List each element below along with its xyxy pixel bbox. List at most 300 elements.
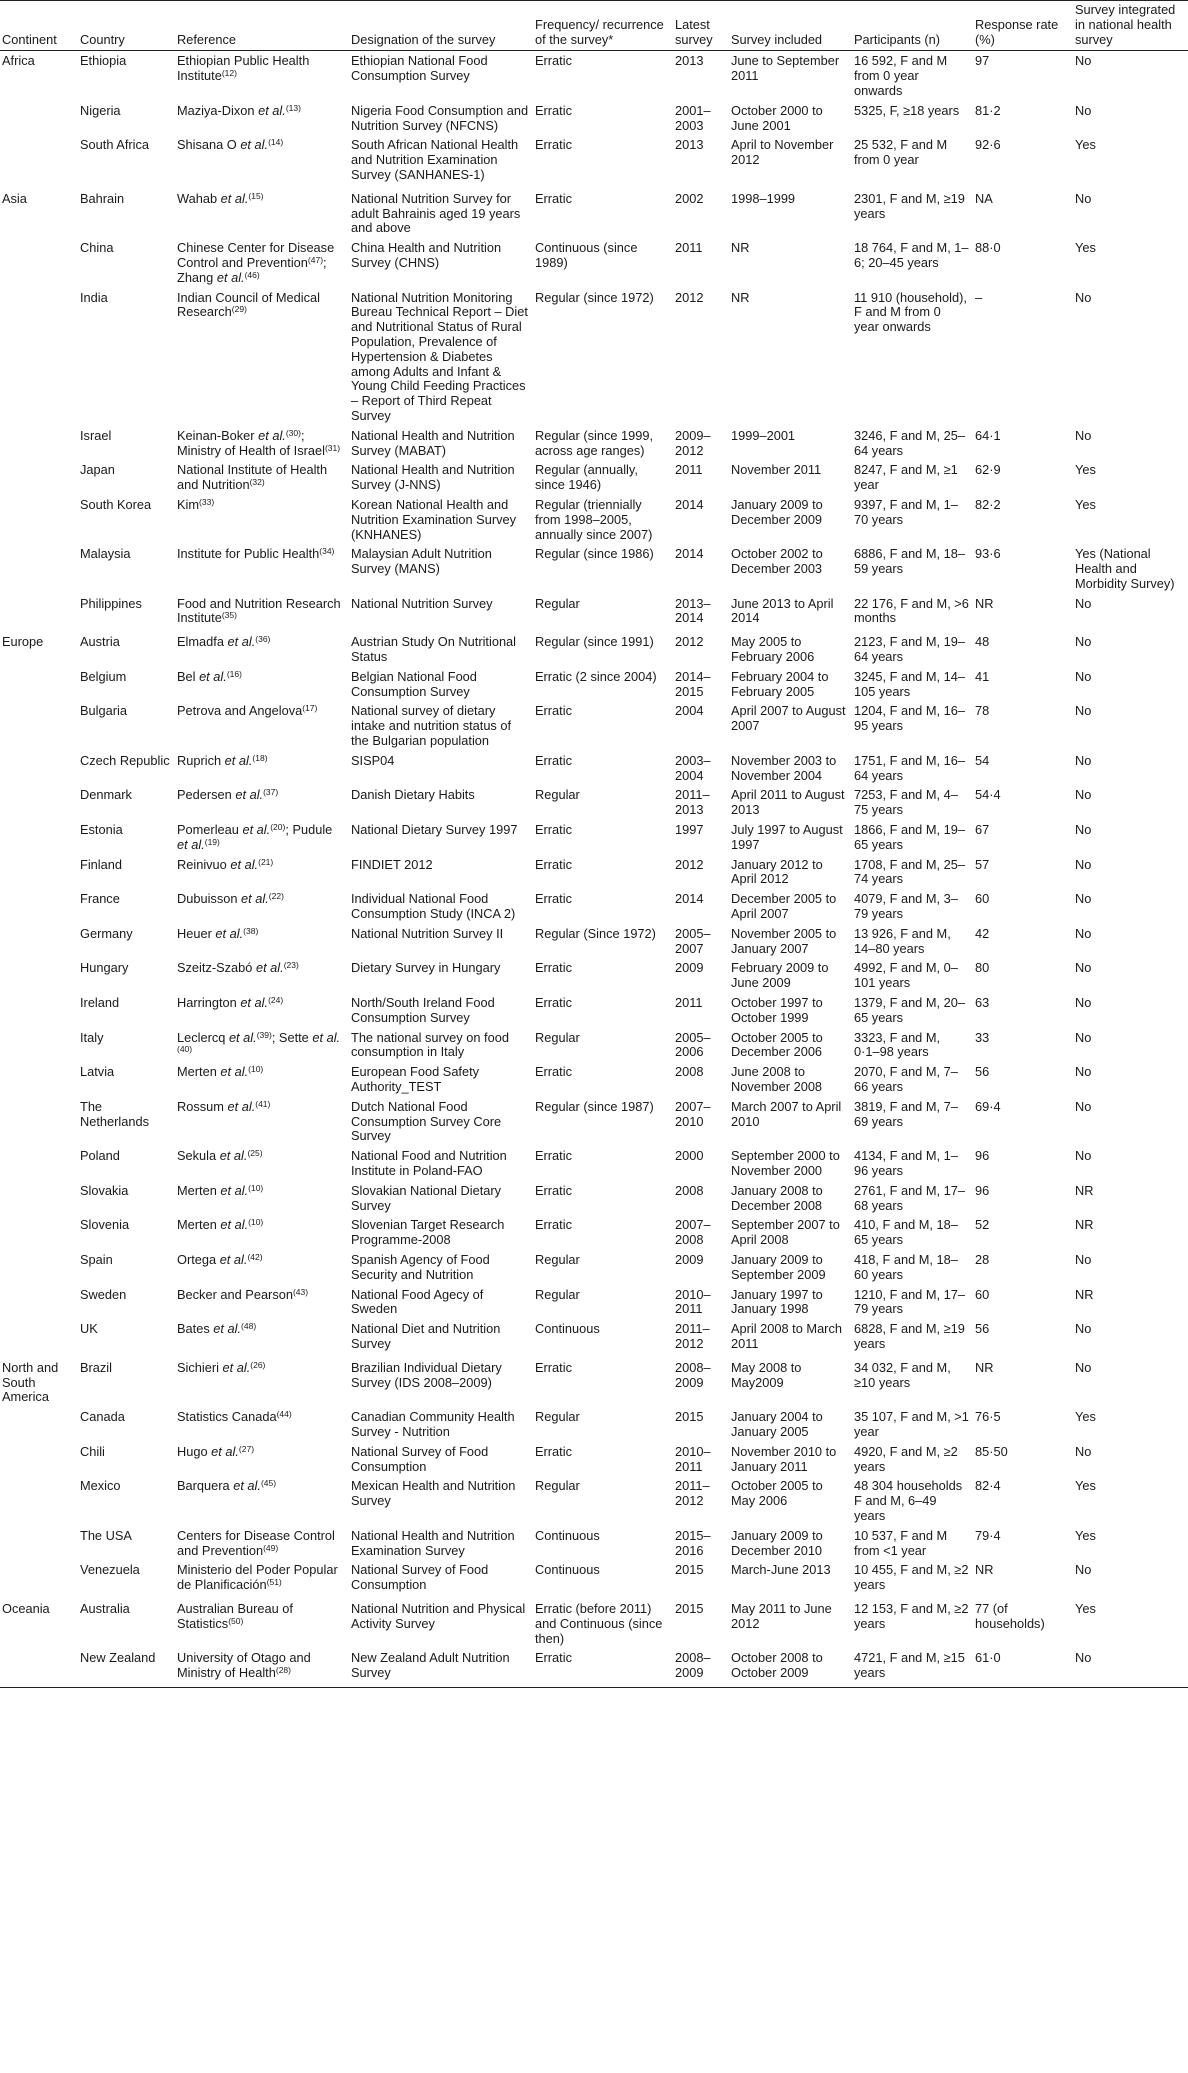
frequency-cell: Continuous bbox=[535, 1321, 600, 1337]
continent-cell: Africa bbox=[2, 53, 35, 69]
frequency-cell: Erratic bbox=[535, 190, 572, 206]
reference-cell bbox=[175, 993, 349, 1028]
country-cell: Venezuela bbox=[80, 1562, 140, 1578]
header-participants: Participants (n) bbox=[854, 31, 941, 47]
reference-text: Harrington bbox=[177, 995, 241, 1011]
survey-included-cell: November 2011 bbox=[731, 462, 822, 478]
citation-number: (21) bbox=[258, 856, 274, 867]
designation-cell: National Dietary Survey 1997 bbox=[351, 822, 518, 838]
latest-survey-cell: 2011–2013 bbox=[675, 787, 710, 818]
reference-text: Indian Council of Medical Research bbox=[177, 289, 320, 320]
frequency-cell: Erratic bbox=[535, 137, 572, 153]
designation-cell: National Nutrition and Physical Activity Survey bbox=[351, 1600, 526, 1631]
survey-included-cell: October 1997 to October 1999 bbox=[731, 995, 823, 1025]
response-rate-cell: 77 (of households) bbox=[975, 1600, 1045, 1631]
continent-cell: Asia bbox=[2, 190, 27, 206]
continent-cell bbox=[0, 1028, 78, 1063]
response-rate-cell: 96 bbox=[975, 1182, 990, 1198]
participants-cell: 4920, F and M, ≥2 years bbox=[854, 1443, 958, 1474]
table-row bbox=[0, 1442, 1188, 1477]
participants-cell: 1866, F and M, 19–65 years bbox=[854, 822, 965, 852]
reference-text: et al. bbox=[177, 836, 205, 852]
integrated-cell: Yes (National Health and Morbidity Survey) bbox=[1075, 546, 1175, 591]
integrated-cell: Yes bbox=[1075, 1600, 1096, 1616]
table-row bbox=[0, 958, 1188, 993]
reference-text: et al. bbox=[233, 1478, 261, 1494]
designation-cell: North/South Ireland Food Consumption Survey bbox=[351, 995, 495, 1025]
integrated-cell: No bbox=[1075, 289, 1092, 305]
table-row bbox=[0, 1648, 1188, 1687]
continent-cell: North and South America bbox=[2, 1359, 59, 1405]
reference-text: Bel bbox=[177, 668, 200, 684]
table-row bbox=[0, 544, 1188, 593]
participants-cell: 4079, F and M, 3–79 years bbox=[854, 891, 958, 922]
reference-cell bbox=[175, 135, 349, 184]
participants-cell: 10 455, F and M, ≥2 years bbox=[854, 1562, 969, 1593]
reference-text: ; Sette bbox=[271, 1029, 313, 1045]
citation-number: (10) bbox=[248, 1182, 264, 1193]
response-rate-cell: NR bbox=[975, 595, 994, 611]
latest-survey-cell: 2015–2016 bbox=[675, 1527, 711, 1558]
participants-cell: 4721, F and M, ≥15 years bbox=[854, 1650, 965, 1681]
reference-text: et al. bbox=[215, 925, 244, 941]
continent-cell bbox=[0, 820, 78, 855]
table-row bbox=[0, 101, 1188, 136]
designation-cell: National Nutrition Survey II bbox=[351, 925, 504, 941]
designation-cell: Nigeria Food Consumption and Nutrition Survey (NFCNS) bbox=[351, 102, 529, 133]
citation-number: (31) bbox=[324, 442, 341, 453]
response-rate-cell: NA bbox=[975, 190, 993, 206]
citation-number: (18) bbox=[252, 752, 268, 763]
table-row bbox=[0, 51, 1188, 101]
response-rate-cell: – bbox=[975, 289, 983, 305]
reference-text: Szeitz-Szabó bbox=[177, 960, 256, 976]
citation-number: (38) bbox=[243, 925, 259, 936]
designation-cell: Slovakian National Dietary Survey bbox=[351, 1182, 502, 1213]
frequency-cell: Erratic bbox=[535, 53, 572, 69]
survey-included-cell: October 2000 to June 2001 bbox=[731, 102, 823, 133]
table-row bbox=[0, 924, 1188, 959]
frequency-cell: Continuous bbox=[535, 1527, 600, 1543]
latest-survey-cell: 2011 bbox=[675, 995, 703, 1011]
integrated-cell: No bbox=[1075, 1064, 1092, 1080]
survey-included-cell: January 1997 to January 1998 bbox=[731, 1286, 823, 1317]
continent-cell bbox=[0, 1476, 78, 1525]
reference-text: et al. bbox=[240, 995, 269, 1011]
participants-cell: 1204, F and M, 16–95 years bbox=[854, 703, 965, 734]
table-row bbox=[0, 1062, 1188, 1097]
participants-cell: 22 176, F and M, >6 months bbox=[854, 595, 969, 626]
reference-cell bbox=[175, 1526, 349, 1561]
continent-cell bbox=[0, 426, 78, 461]
designation-cell: Ethiopian National Food Consumption Survey bbox=[351, 53, 488, 84]
designation-cell: FINDIET 2012 bbox=[351, 856, 433, 872]
reference-text: et al. bbox=[241, 891, 269, 907]
frequency-cell: Regular (since 1991) bbox=[535, 634, 654, 650]
continent-cell bbox=[0, 1442, 78, 1477]
designation-cell: National Nutrition Monitoring Bureau Technical Report – Diet and Nutritional Status of Rural Population, Prevalence of Hypertension & Diabetes among Adults and Infant & Young Child Feeding Practices – Report of Third Repeat Survey bbox=[351, 289, 528, 423]
country-cell: Latvia bbox=[80, 1064, 115, 1080]
response-rate-cell: 60 bbox=[975, 891, 990, 907]
country-cell: Slovakia bbox=[80, 1182, 129, 1198]
country-cell: Malaysia bbox=[80, 546, 131, 562]
reference-text: et al. bbox=[255, 960, 284, 976]
table-header bbox=[0, 1, 1188, 51]
header-designation: Designation of the survey bbox=[351, 31, 496, 47]
survey-included-cell: March-June 2013 bbox=[731, 1562, 831, 1578]
continent-cell bbox=[0, 855, 78, 890]
frequency-cell: Regular (since 1972) bbox=[535, 289, 654, 305]
citation-number: (44) bbox=[276, 1409, 292, 1420]
citation-number: (12) bbox=[221, 68, 237, 79]
reference-cell bbox=[175, 889, 349, 924]
country-cell: Poland bbox=[80, 1148, 120, 1164]
table-row bbox=[0, 1526, 1188, 1561]
frequency-cell: Regular bbox=[535, 1251, 580, 1267]
designation-cell: South African National Health and Nutrition Examination Survey (SANHANES-1) bbox=[351, 137, 519, 182]
citation-number: (22) bbox=[268, 891, 284, 902]
reference-text: et al. bbox=[213, 1321, 242, 1337]
reference-text: et al. bbox=[312, 1029, 341, 1045]
integrated-cell: Yes bbox=[1075, 496, 1096, 512]
survey-included-cell: April 2011 to August 2013 bbox=[731, 787, 845, 818]
citation-number: (43) bbox=[292, 1286, 309, 1297]
reference-text: Keinan-Boker bbox=[177, 427, 259, 443]
header-reference: Reference bbox=[177, 31, 237, 47]
continent-cell bbox=[0, 594, 78, 629]
reference-cell bbox=[175, 1595, 349, 1648]
reference-text: et al. bbox=[220, 1217, 249, 1233]
latest-survey-cell: 2002 bbox=[675, 190, 704, 206]
latest-survey-cell: 2007–2008 bbox=[675, 1217, 711, 1248]
latest-survey-cell: 2014 bbox=[675, 546, 704, 562]
integrated-cell: No bbox=[1075, 1650, 1092, 1666]
participants-cell: 10 537, F and M from <1 year bbox=[854, 1527, 948, 1558]
latest-survey-cell: 2008 bbox=[675, 1182, 704, 1198]
latest-survey-cell: 2013 bbox=[675, 53, 704, 69]
designation-cell: National Survey of Food Consumption bbox=[351, 1562, 489, 1593]
country-cell: Bahrain bbox=[80, 190, 125, 206]
reference-text: ; Pudule bbox=[285, 822, 333, 838]
designation-cell: National Nutrition Survey bbox=[351, 595, 493, 611]
continent-cell bbox=[0, 958, 78, 993]
integrated-cell: No bbox=[1075, 1148, 1092, 1164]
survey-included-cell: February 2004 to February 2005 bbox=[731, 668, 829, 699]
survey-included-cell: October 2005 to May 2006 bbox=[731, 1478, 823, 1509]
survey-included-cell: June to September 2011 bbox=[731, 53, 840, 84]
participants-cell: 48 304 households F and M, 6–49 years bbox=[854, 1478, 963, 1523]
latest-survey-cell: 2012 bbox=[675, 289, 704, 305]
reference-cell bbox=[175, 460, 349, 495]
continent-cell bbox=[0, 101, 78, 136]
reference-cell bbox=[175, 1442, 349, 1477]
citation-number: (28) bbox=[275, 1665, 291, 1676]
continent-cell bbox=[0, 1181, 78, 1216]
country-cell: Denmark bbox=[80, 787, 132, 803]
designation-cell: European Food Safety Authority_TEST bbox=[351, 1064, 480, 1094]
frequency-cell: Regular (annually, since 1946) bbox=[535, 462, 638, 493]
reference-text: et al. bbox=[216, 269, 245, 285]
integrated-cell: NR bbox=[1075, 1286, 1094, 1302]
participants-cell: 3245, F and M, 14–105 years bbox=[854, 668, 965, 699]
citation-number: (51) bbox=[266, 1577, 282, 1588]
survey-included-cell: May 2005 to February 2006 bbox=[731, 634, 815, 665]
participants-cell: 12 153, F and M, ≥2 years bbox=[854, 1600, 969, 1631]
country-cell: Slovenia bbox=[80, 1217, 130, 1233]
country-cell: Canada bbox=[80, 1409, 125, 1425]
response-rate-cell: 76·5 bbox=[975, 1409, 1001, 1425]
reference-text: Pedersen bbox=[177, 787, 236, 803]
latest-survey-cell: 2004 bbox=[675, 703, 704, 719]
survey-included-cell: January 2012 to April 2012 bbox=[731, 856, 823, 887]
table-row bbox=[0, 1407, 1188, 1442]
response-rate-cell: 93·6 bbox=[975, 546, 1001, 562]
country-cell: Estonia bbox=[80, 822, 123, 838]
reference-cell bbox=[175, 628, 349, 667]
country-cell: Spain bbox=[80, 1251, 113, 1267]
reference-text: et al. bbox=[211, 1443, 239, 1459]
response-rate-cell: 96 bbox=[975, 1148, 990, 1164]
response-rate-cell: 62·9 bbox=[975, 462, 1001, 478]
reference-text: Centers for Disease Control and Prevention bbox=[177, 1527, 335, 1558]
participants-cell: 35 107, F and M, >1 year bbox=[854, 1409, 969, 1439]
continent-cell bbox=[0, 1146, 78, 1181]
latest-survey-cell: 2009 bbox=[675, 1251, 704, 1267]
integrated-cell: No bbox=[1075, 102, 1092, 118]
response-rate-cell: 82·2 bbox=[975, 496, 1001, 512]
response-rate-cell: 41 bbox=[975, 668, 990, 684]
latest-survey-cell: 2008–2009 bbox=[675, 1650, 711, 1681]
citation-number: (26) bbox=[250, 1359, 266, 1370]
frequency-cell: Erratic bbox=[535, 891, 572, 907]
frequency-cell: Regular (since 1986) bbox=[535, 546, 654, 562]
table-row bbox=[0, 820, 1188, 855]
reference-cell bbox=[175, 1407, 349, 1442]
survey-included-cell: NR bbox=[731, 240, 750, 256]
reference-cell bbox=[175, 785, 349, 820]
participants-cell: 2070, F and M, 7–66 years bbox=[854, 1064, 958, 1094]
continent-cell bbox=[0, 238, 78, 287]
reference-cell bbox=[175, 1062, 349, 1097]
continent-cell bbox=[0, 1648, 78, 1687]
response-rate-cell: 92·6 bbox=[975, 137, 1001, 153]
country-cell: India bbox=[80, 289, 108, 305]
participants-cell: 25 532, F and M from 0 year bbox=[854, 137, 948, 168]
latest-survey-cell: 2008–2009 bbox=[675, 1359, 711, 1390]
citation-number: (10) bbox=[248, 1064, 264, 1075]
country-cell: Finland bbox=[80, 856, 122, 872]
reference-text: Elmadfa bbox=[177, 634, 228, 650]
reference-cell bbox=[175, 1028, 349, 1063]
integrated-cell: No bbox=[1075, 190, 1092, 206]
country-cell: Chili bbox=[80, 1443, 105, 1459]
participants-cell: 4134, F and M, 1–96 years bbox=[854, 1148, 958, 1178]
citation-number: (46) bbox=[244, 269, 260, 280]
reference-text: University of Otago and Ministry of Health bbox=[177, 1650, 311, 1681]
country-cell: Ireland bbox=[80, 995, 120, 1011]
reference-cell bbox=[175, 1476, 349, 1525]
response-rate-cell: NR bbox=[975, 1359, 994, 1375]
response-rate-cell: 64·1 bbox=[975, 427, 1001, 443]
citation-number: (30) bbox=[285, 427, 301, 438]
integrated-cell: Yes bbox=[1075, 1478, 1096, 1494]
latest-survey-cell: 2010–2011 bbox=[675, 1286, 711, 1317]
table-body bbox=[0, 51, 1188, 1688]
survey-included-cell: September 2007 to April 2008 bbox=[731, 1217, 840, 1248]
citation-number: (17) bbox=[302, 703, 318, 714]
latest-survey-cell: 2013 bbox=[675, 137, 704, 153]
reference-text: Ortega bbox=[177, 1251, 220, 1267]
frequency-cell: Erratic (2 since 2004) bbox=[535, 668, 657, 684]
survey-included-cell: February 2009 to June 2009 bbox=[731, 960, 829, 991]
response-rate-cell: 97 bbox=[975, 53, 990, 69]
reference-cell bbox=[175, 544, 349, 593]
latest-survey-cell: 2003–2004 bbox=[675, 752, 711, 783]
reference-text: Merten bbox=[177, 1217, 221, 1233]
latest-survey-cell: 2009 bbox=[675, 960, 704, 976]
reference-cell bbox=[175, 751, 349, 786]
response-rate-cell: 82·4 bbox=[975, 1478, 1001, 1494]
latest-survey-cell: 2012 bbox=[675, 856, 704, 872]
frequency-cell: Erratic bbox=[535, 752, 572, 768]
citation-number: (25) bbox=[247, 1148, 263, 1159]
citation-number: (33) bbox=[199, 496, 215, 507]
survey-included-cell: January 2009 to December 2010 bbox=[731, 1527, 823, 1558]
country-cell: Nigeria bbox=[80, 102, 121, 118]
table-row bbox=[0, 135, 1188, 184]
frequency-cell: Regular bbox=[535, 1029, 580, 1045]
participants-cell: 18 764, F and M, 1–6; 20–45 years bbox=[854, 240, 969, 270]
table-row bbox=[0, 751, 1188, 786]
designation-cell: National Health and Nutrition Examination Survey bbox=[351, 1527, 515, 1558]
participants-cell: 6828, F and M, ≥19 years bbox=[854, 1321, 965, 1351]
latest-survey-cell: 2013–2014 bbox=[675, 595, 711, 626]
reference-text: et al. bbox=[220, 1064, 249, 1080]
country-cell: The USA bbox=[80, 1527, 132, 1543]
frequency-cell: Continuous bbox=[535, 1562, 600, 1578]
frequency-cell: Regular (Since 1972) bbox=[535, 925, 656, 941]
table-row bbox=[0, 185, 1188, 238]
country-cell: China bbox=[80, 240, 114, 256]
latest-survey-cell: 2005–2007 bbox=[675, 925, 711, 956]
header-country: Country bbox=[80, 31, 125, 47]
header-continent: Continent bbox=[2, 31, 57, 47]
table-row bbox=[0, 667, 1188, 702]
designation-cell: National Health and Nutrition Survey (MABAT) bbox=[351, 427, 515, 458]
header-survey-included: Survey included bbox=[731, 31, 823, 47]
reference-text: Ruprich bbox=[177, 752, 225, 768]
country-cell: New Zealand bbox=[80, 1650, 156, 1666]
table-row bbox=[0, 495, 1188, 544]
continent-cell: Europe bbox=[2, 634, 44, 650]
designation-cell: Dietary Survey in Hungary bbox=[351, 960, 501, 976]
frequency-cell: Erratic bbox=[535, 1217, 572, 1233]
frequency-cell: Erratic bbox=[535, 995, 572, 1011]
country-cell: Philippines bbox=[80, 595, 142, 611]
designation-cell: Brazilian Individual Dietary Survey (IDS 2008–2009) bbox=[351, 1359, 502, 1390]
latest-survey-cell: 2007–2010 bbox=[675, 1098, 711, 1129]
participants-cell: 410, F and M, 18–65 years bbox=[854, 1217, 958, 1248]
table-row bbox=[0, 460, 1188, 495]
reference-cell bbox=[175, 1250, 349, 1285]
frequency-cell: Erratic bbox=[535, 822, 572, 838]
designation-cell: Individual National Food Consumption Study (INCA 2) bbox=[351, 891, 516, 922]
citation-number: (20) bbox=[270, 822, 286, 833]
survey-included-cell: September 2000 to November 2000 bbox=[731, 1148, 840, 1178]
frequency-cell: Regular bbox=[535, 1478, 580, 1494]
designation-cell: National Diet and Nutrition Survey bbox=[351, 1321, 501, 1351]
citation-number: (14) bbox=[268, 137, 284, 148]
citation-number: (47) bbox=[307, 254, 324, 265]
designation-cell: Malaysian Adult Nutrition Survey (MANS) bbox=[351, 546, 492, 577]
reference-text: Merten bbox=[177, 1064, 221, 1080]
reference-text: Heuer bbox=[177, 925, 216, 941]
survey-included-cell: June 2008 to November 2008 bbox=[731, 1064, 823, 1094]
citation-number: (24) bbox=[268, 995, 284, 1006]
reference-text: Ethiopian Public Health Institute bbox=[177, 53, 310, 84]
response-rate-cell: 60 bbox=[975, 1286, 990, 1302]
reference-text: Bates bbox=[177, 1321, 214, 1337]
survey-included-cell: April 2008 to March 2011 bbox=[731, 1321, 842, 1351]
survey-included-cell: November 2005 to January 2007 bbox=[731, 925, 837, 956]
continent-cell bbox=[0, 1285, 78, 1320]
country-cell: Germany bbox=[80, 925, 133, 941]
reference-text: et al. bbox=[258, 102, 286, 118]
reference-text: Becker and Pearson bbox=[177, 1286, 293, 1302]
designation-cell: New Zealand Adult Nutrition Survey bbox=[351, 1650, 510, 1681]
reference-text: Australian Bureau of Statistics bbox=[177, 1600, 293, 1631]
reference-cell bbox=[175, 51, 349, 101]
reference-text: National Institute of Health and Nutrition bbox=[177, 462, 328, 493]
response-rate-cell: 56 bbox=[975, 1321, 990, 1337]
reference-text: Pomerleau bbox=[177, 822, 243, 838]
reference-text: Sekula bbox=[177, 1148, 220, 1164]
integrated-cell: Yes bbox=[1075, 1409, 1096, 1425]
table-row bbox=[0, 1097, 1188, 1146]
participants-cell: 2123, F and M, 19–64 years bbox=[854, 634, 965, 665]
integrated-cell: No bbox=[1075, 1251, 1092, 1267]
reference-text: Hugo bbox=[177, 1443, 212, 1459]
frequency-cell: Regular bbox=[535, 787, 580, 803]
table-row bbox=[0, 1181, 1188, 1216]
continent-cell bbox=[0, 1407, 78, 1442]
participants-cell: 2301, F and M, ≥19 years bbox=[854, 190, 965, 221]
table-row bbox=[0, 1595, 1188, 1648]
reference-text: et al. bbox=[235, 787, 264, 803]
response-rate-cell: 80 bbox=[975, 960, 990, 976]
survey-included-cell: NR bbox=[731, 289, 750, 305]
participants-cell: 418, F and M, 18–60 years bbox=[854, 1251, 958, 1282]
participants-cell: 1708, F and M, 25–74 years bbox=[854, 856, 965, 887]
integrated-cell: No bbox=[1075, 822, 1092, 838]
citation-number: (27) bbox=[238, 1443, 255, 1454]
participants-cell: 4992, F and M, 0–101 years bbox=[854, 960, 958, 991]
latest-survey-cell: 2009–2012 bbox=[675, 427, 711, 458]
citation-number: (34) bbox=[319, 546, 335, 557]
frequency-cell: Erratic (before 2011) and Continuous (since then) bbox=[535, 1600, 663, 1646]
continent-cell bbox=[0, 288, 78, 426]
reference-text: Shisana O bbox=[177, 137, 241, 153]
survey-included-cell: 1998–1999 bbox=[731, 190, 796, 206]
continent-cell bbox=[0, 667, 78, 702]
reference-text: Barquera bbox=[177, 1478, 234, 1494]
designation-cell: Canadian Community Health Survey - Nutrition bbox=[351, 1409, 515, 1439]
response-rate-cell: 85·50 bbox=[975, 1443, 1008, 1459]
integrated-cell: NR bbox=[1075, 1182, 1094, 1198]
reference-cell bbox=[175, 238, 349, 287]
citation-number: (41) bbox=[255, 1098, 271, 1109]
reference-cell bbox=[175, 1181, 349, 1216]
